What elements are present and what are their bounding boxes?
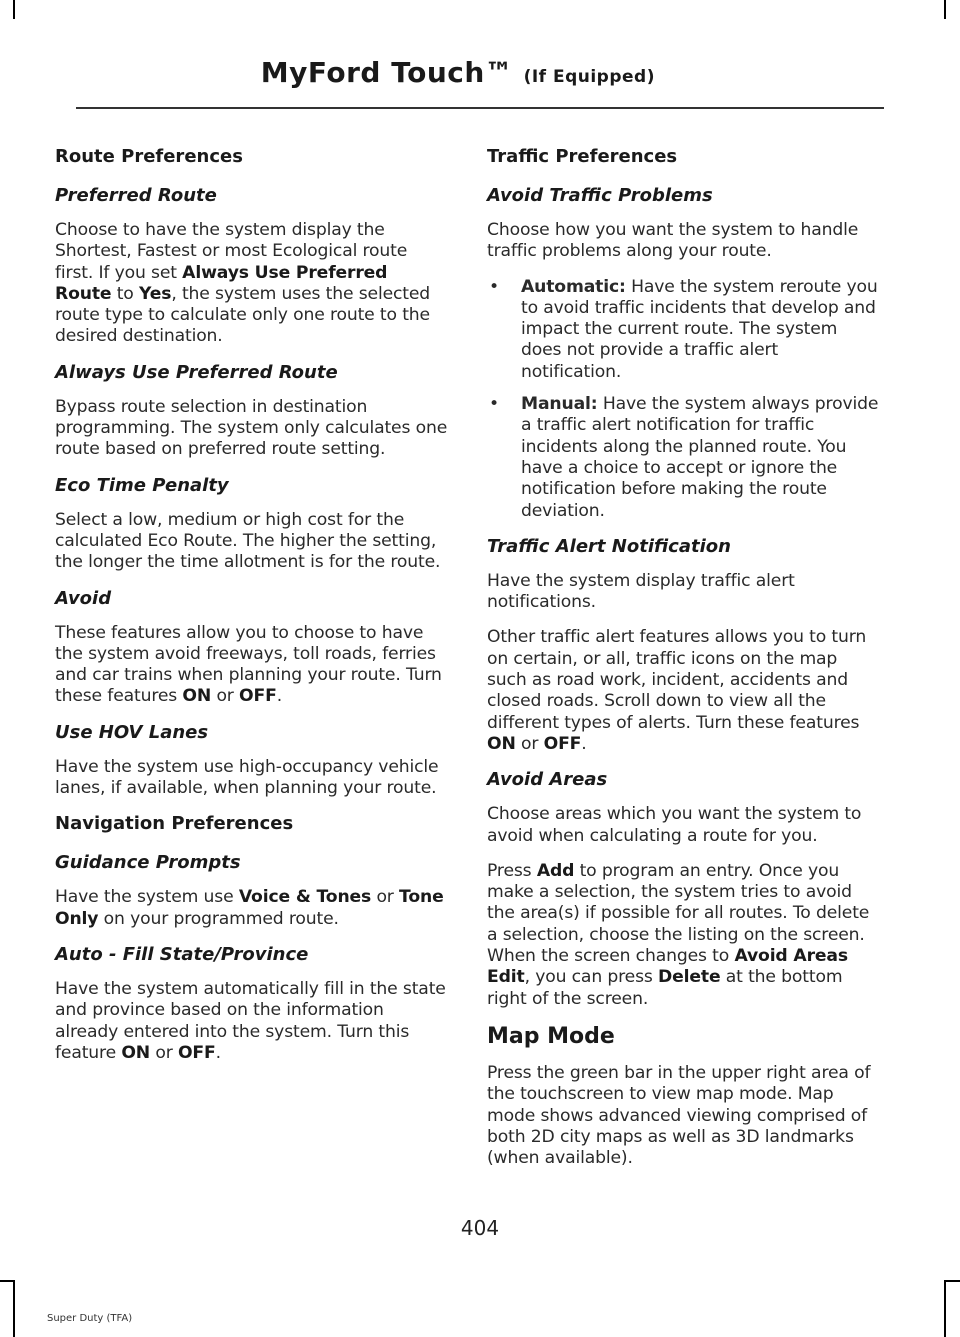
paragraph-map-mode: Press the green bar in the upper right area of the touchscreen to view map mode. Map mode shows advanced viewing comprised of both 2D city maps as well as 3D landmarks (when available). [487,1062,871,1169]
list-item: • Automatic: Have the system reroute you to avoid traffic incidents that develop and impact the current route. The system does not provide a traffic alert notification. [489,276,878,382]
subheading-avoid-areas: Avoid Areas [487,769,608,791]
paragraph-preferred-route: Choose to have the system display the Shortest, Fastest or most Ecological route first. If you set Always Use Preferred Route to Yes, the system uses the selected route type to calculate only one route to the desired destination. [55,220,431,347]
subheading-auto-fill: Auto - Fill State/Province [55,943,309,965]
paragraph-always-use: Bypass route selection in destination programming. The system only calculates one route based on preferred route setting. [55,396,448,460]
paragraph-avoid-areas-1: Choose areas which you want the system to avoid when calculating a route for you. [487,804,862,846]
subheading-always-use-preferred-route: Always Use Preferred Route [55,361,338,383]
page-header-title [261,56,655,89]
header-divider [76,107,884,109]
footer-text: Super Duty (TFA) [47,1313,133,1324]
section-heading-route-preferences: Route Preferences [55,146,243,167]
traffic-options-list [487,277,880,522]
header-subtitle: (If Equipped) [523,67,655,87]
header-title: MyFord Touch™ [260,56,514,89]
subheading-avoid: Avoid [55,587,112,609]
crop-mark-bottom-left [13,1280,15,1337]
left-column [55,146,448,1078]
right-column [487,146,880,1183]
paragraph-avoid: These features allow you to choose to have the system avoid freeways, toll roads, ferries and car trains when planning your route. Turn these features ON or OFF. [55,622,442,707]
subheading-eco-time-penalty: Eco Time Penalty [55,474,229,496]
crop-mark-top-left [13,0,15,19]
list-item: • Manual: Have the system always provide a traffic alert notification for traffic incidents along the planned route. You have a choice to accept or ignore the notification before making the route deviation. [489,394,879,521]
subheading-use-hov-lanes: Use HOV Lanes [55,721,209,743]
crop-mark-bottom-left-h [0,1280,15,1282]
paragraph-traffic-alert-2: Other traffic alert features allows you to turn on certain, or all, traffic icons on the map such as road work, incident, accidents and closed roads. Scroll down to view all the different types of alerts. Turn these features ON or OFF. [487,627,867,754]
section-heading-traffic-preferences: Traffic Preferences [487,146,678,167]
subheading-guidance-prompts: Guidance Prompts [55,852,241,874]
paragraph-hov: Have the system use high-occupancy vehicle lanes, if available, when planning your route. [55,756,439,799]
page-number: 404 [460,1216,500,1240]
paragraph-avoid-areas-2: Press Add to program an entry. Once you make a selection, the system tries to avoid the area(s) if possible for all routes. To delete a selection, choose the listing on the screen. When the screen changes to Avoid Areas Edit, you can press Delete at the bottom right of the screen. [487,860,870,1009]
paragraph-traffic-alert-1: Have the system display traffic alert notifications. [487,570,795,613]
paragraph-avoid-traffic: Choose how you want the system to handle traffic problems along your route. [487,220,859,262]
subheading-avoid-traffic-problems: Avoid Traffic Problems [487,185,713,206]
section-heading-navigation-preferences: Navigation Preferences [55,813,294,835]
crop-mark-bottom-right [944,1280,946,1337]
section-heading-map-mode: Map Mode [487,1023,615,1049]
paragraph-auto-fill: Have the system automatically fill in the state and province based on the information already entered into the system. Turn this feature ON or OFF. [55,978,446,1063]
crop-mark-top-right [944,0,946,19]
paragraph-eco-time: Select a low, medium or high cost for the calculated Eco Route. The higher the setting, the longer the time allotment is for the route. [55,509,441,573]
subheading-preferred-route: Preferred Route [55,185,217,206]
crop-mark-bottom-right-h [944,1280,960,1282]
subheading-traffic-alert-notification: Traffic Alert Notification [487,535,731,557]
paragraph-guidance: Have the system use Voice & Tones or Tone Only on your programmed route. [55,887,444,929]
